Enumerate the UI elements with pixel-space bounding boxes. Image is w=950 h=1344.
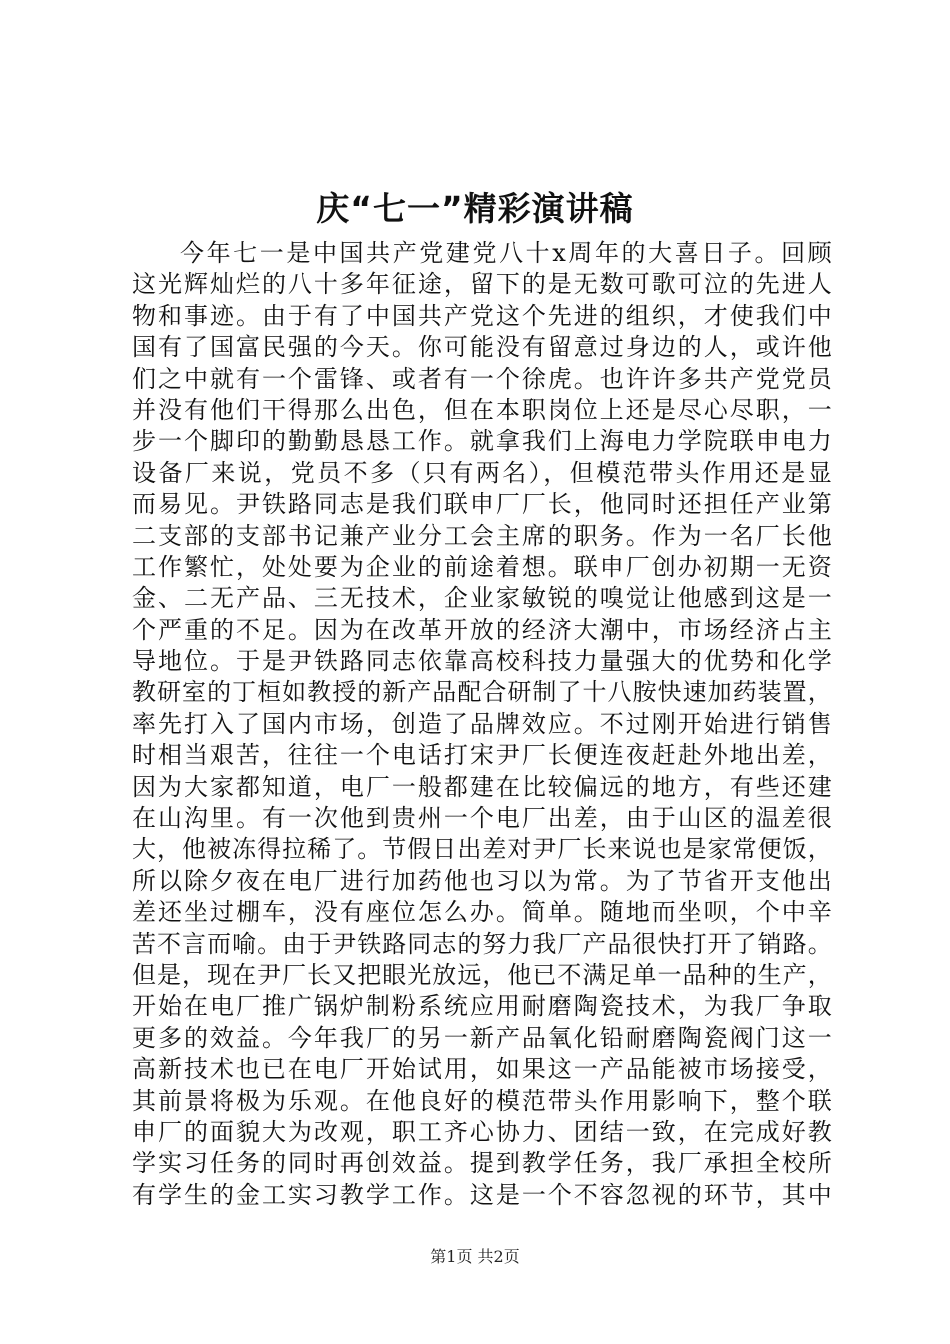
paragraph-line: 国有了国富民强的今天。你可能没有留意过身边的人，或许他	[132, 333, 832, 362]
paragraph-line: 有学生的金工实习教学工作。这是一个不容忽视的环节，其中	[132, 1180, 832, 1209]
paragraph-line: 开始在电厂推广锅炉制粉系统应用耐磨陶瓷技术，为我厂争取	[132, 992, 832, 1021]
paragraph-line: 其前景将极为乐观。在他良好的模范带头作用影响下，整个联	[132, 1086, 832, 1115]
page-footer: 第1页 共2页	[430, 1247, 520, 1266]
paragraph-line: 导地位。于是尹铁路同志依靠高校科技力量强大的优势和化学	[132, 647, 832, 676]
paragraph-line: 更多的效益。今年我厂的另一新产品氧化铅耐磨陶瓷阀门这一	[132, 1023, 832, 1052]
paragraph-line: 率先打入了国内市场，创造了品牌效应。不过刚开始进行销售	[132, 709, 832, 738]
page-title: 庆“七一”精彩演讲稿	[316, 189, 634, 228]
paragraph-line: 并没有他们干得那么出色，但在本职岗位上还是尽心尽职，一	[132, 395, 832, 424]
body-text	[132, 238, 832, 1211]
paragraph-line: 今年七一是中国共产党建党八十x周年的大喜日子。回顾	[180, 239, 832, 267]
paragraph-line: 苦不言而喻。由于尹铁路同志的努力我厂产品很快打开了销路。	[132, 929, 832, 958]
paragraph-line: 差还坐过棚车，没有座位怎么办。简单。随地而坐呗，个中辛	[132, 898, 832, 927]
paragraph-line: 所以除夕夜在电厂进行加药他也习以为常。为了节省开支他出	[132, 866, 832, 895]
paragraph-line: 高新技术也已在电厂开始试用，如果这一产品能被市场接受，	[132, 1055, 832, 1084]
paragraph-line: 物和事迹。由于有了中国共产党这个先进的组织，才使我们中	[132, 301, 832, 330]
paragraph-line: 申厂的面貌大为改观，职工齐心协力、团结一致，在完成好教	[132, 1117, 832, 1146]
paragraph-line: 个严重的不足。因为在改革开放的经济大潮中，市场经济占主	[132, 615, 832, 644]
paragraph-line: 设备厂来说，党员不多（只有两名），但模范带头作用还是显	[132, 458, 832, 487]
paragraph-line: 金、二无产品、三无技术，企业家敏锐的嗅觉让他感到这是一	[132, 584, 832, 613]
paragraph-line: 这光辉灿烂的八十多年征途，留下的是无数可歌可泣的先进人	[132, 270, 832, 299]
paragraph-line: 在山沟里。有一次他到贵州一个电厂出差，由于山区的温差很	[132, 804, 832, 833]
paragraph-line: 而易见。尹铁路同志是我们联申厂厂长，他同时还担任产业第	[132, 490, 832, 519]
paragraph-line: 工作繁忙，处处要为企业的前途着想。联申厂创办初期一无资	[132, 552, 832, 581]
paragraph-line: 步一个脚印的勤勤恳恳工作。就拿我们上海电力学院联申电力	[132, 427, 832, 456]
paragraph-line: 们之中就有一个雷锋、或者有一个徐虎。也许许多共产党党员	[132, 364, 832, 393]
paragraph-line: 学实习任务的同时再创效益。提到教学任务，我厂承担全校所	[132, 1149, 832, 1178]
paragraph-line: 时相当艰苦，往往一个电话打宋尹厂长便连夜赶赴外地出差，	[132, 741, 832, 770]
paragraph-line: 大，他被冻得拉稀了。节假日出差对尹厂长来说也是家常便饭，	[132, 835, 832, 864]
paragraph-line: 因为大家都知道，电厂一般都建在比较偏远的地方，有些还建	[132, 772, 832, 801]
paragraph-line: 二支部的支部书记兼产业分工会主席的职务。作为一名厂长他	[132, 521, 832, 550]
paragraph-line: 但是，现在尹厂长又把眼光放远，他已不满足单一品种的生产，	[132, 960, 832, 989]
paragraph-line: 教研室的丁桓如教授的新产品配合研制了十八胺快速加药装置，	[132, 678, 832, 707]
